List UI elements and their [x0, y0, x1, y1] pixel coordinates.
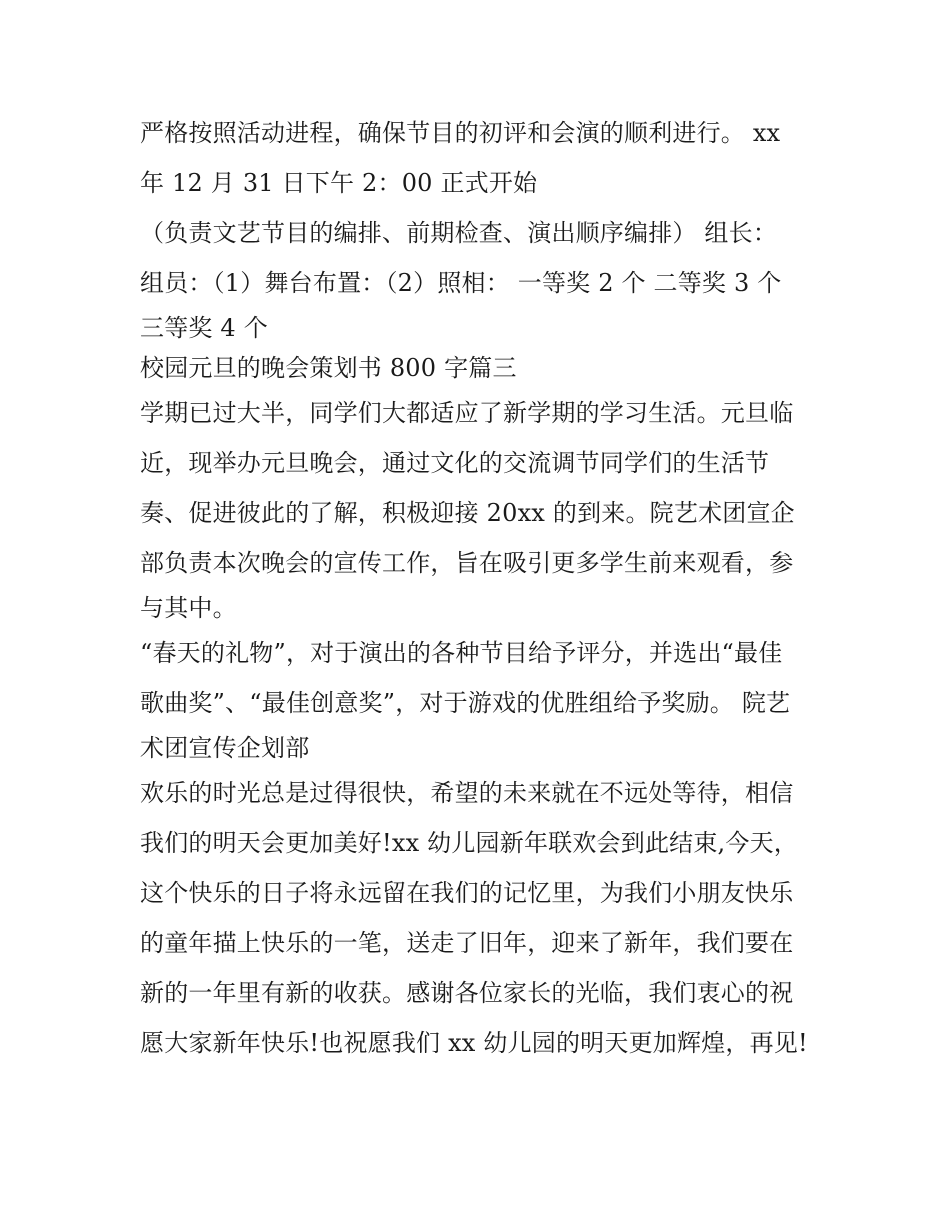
text-line: 学期已过大半，同学们大都适应了新学期的学习生活。元旦临	[140, 399, 794, 427]
text-line: 这个快乐的日子将永远留在我们的记忆里，为我们小朋友快乐	[140, 879, 794, 907]
text-line: 组员：（1）舞台布置：（2）照相： 一等奖 2 个 二等奖 3 个	[140, 269, 782, 297]
text-line: （负责文艺节目的编排、前期检查、演出顺序编排） 组长：	[140, 219, 778, 247]
text-line: 的童年描上快乐的一笔，送走了旧年，迎来了新年，我们要在	[140, 929, 794, 957]
text-line: 年 12 月 31 日下午 2：00 正式开始	[140, 169, 538, 197]
text-line: 奏、促进彼此的了解，积极迎接 20xx 的到来。院艺术团宣企	[140, 499, 795, 527]
text-line: “春天的礼物”，对于演出的各种节目给予评分，并选出“最佳	[140, 639, 783, 667]
text-line: 愿大家新年快乐!也祝愿我们 xx 幼儿园的明天更加辉煌，再见!	[140, 1029, 808, 1057]
text-line: 三等奖 4 个	[140, 314, 268, 342]
section-heading: 校园元旦的晚会策划书 800 字篇三	[140, 354, 517, 382]
text-line: 歌曲奖”、“最佳创意奖”，对于游戏的优胜组给予奖励。 院艺	[140, 689, 791, 717]
text-line: 近，现举办元旦晚会，通过文化的交流调节同学们的生活节	[140, 449, 770, 477]
text-line: 与其中。	[140, 594, 237, 622]
text-line: 术团宣传企划部	[140, 734, 310, 762]
text-line: 我们的明天会更加美好!xx 幼儿园新年联欢会到此结束,今天，	[140, 829, 798, 857]
text-line: 部负责本次晚会的宣传工作，旨在吸引更多学生前来观看，参	[140, 549, 794, 577]
text-line: 欢乐的时光总是过得很快，希望的未来就在不远处等待，相信	[140, 779, 794, 807]
document-body	[140, 108, 820, 1068]
text-line: 严格按照活动进程，确保节目的初评和会演的顺利进行。 xx	[140, 119, 781, 147]
text-line: 新的一年里有新的收获。感谢各位家长的光临，我们衷心的祝	[140, 979, 794, 1007]
